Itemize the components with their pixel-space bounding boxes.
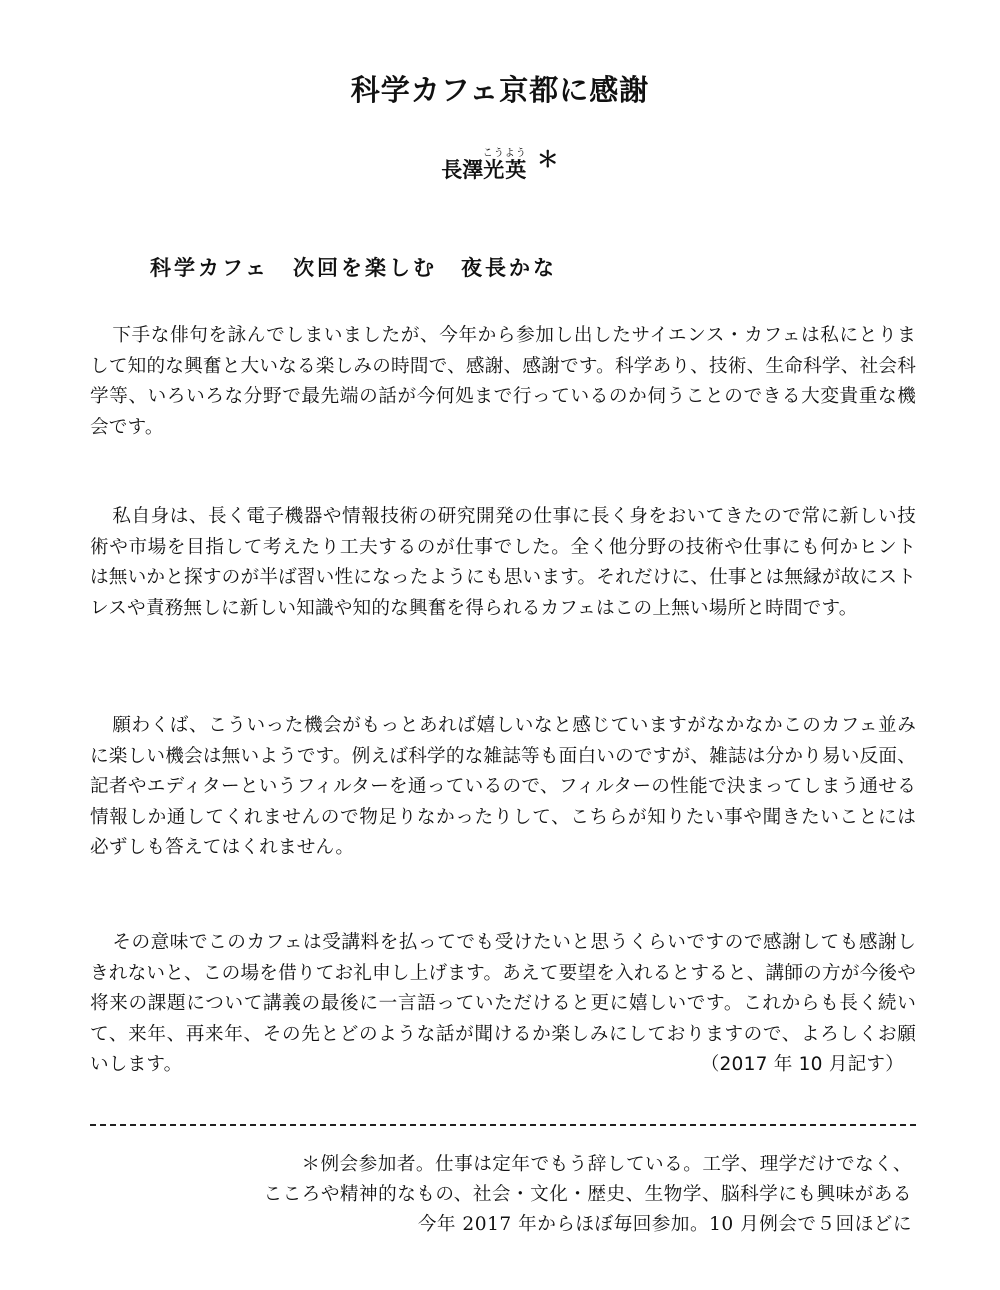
footnote-line-3: 今年 2017 年からほぼ毎回参加。10 月例会で５回ほどに: [417, 1214, 912, 1235]
date-note: （2017 年 10 月記す）: [700, 1054, 904, 1075]
footnote-line-2: こころや精神的なもの、社会・文化・歴史、生物学、脳科学にも興味がある: [263, 1184, 912, 1205]
author-surname: 長澤: [441, 158, 484, 182]
dashed-divider: [90, 1124, 916, 1126]
paragraph-4: その意味でこのカフェは受講料を払ってでも受けたいと思うくらいですので感謝しても感謝しきれないと、この場を借りてお礼申し上げます。あえて要望を入れるとすると、講師の方が今後や将来の課題について講義の最後に一言語っていただけると更に嬉しいです。これからも長く続いて、来年、再来年、その先とどのような話が聞けるか楽しみにしておりますので、よろしくお願いします。: [90, 932, 916, 1075]
paragraph-4-block: [90, 928, 916, 1081]
author-line: [0, 148, 1000, 184]
author-furigana: こうよう: [482, 148, 527, 159]
footnote-line-1: ＊例会参加者。仕事は定年でもう辞している。工学、理学だけでなく、: [301, 1154, 912, 1175]
document-title: 科学カフェ京都に感謝: [350, 73, 650, 107]
paragraph-1: 下手な俳句を詠んでしまいましたが、今年から参加し出したサイエンス・カフェは私にとりまして知的な興奮と大いなる楽しみの時間で、感謝、感謝です。科学あり、技術、生命科学、社会科学等、いろいろな分野で最先端の話が今何処まで行っているのか伺うことのできる大変貴重な機会です。: [90, 325, 916, 438]
author-footnote-mark: ＊: [536, 148, 559, 173]
paragraph-3: 願わくば、こういった機会がもっとあれば嬉しいなと感じていますがなかなかこのカフェ並みに楽しい機会は無いようです。例えば科学的な雑誌等も面白いのですが、雑誌は分かり易い反面、記者やエディターというフィルターを通っているので、フィルターの性能で決まってしまう通せる情報しか通してくれませんので物足りなかったりして、こちらが知りたい事や聞きたいことには必ずしも答えてはくれません。: [90, 715, 916, 858]
paragraph-2: 私自身は、長く電子機器や情報技術の研究開発の仕事に長く身をおいてきたので常に新しい技術や市場を目指して考えたり工夫するのが仕事でした。全く他分野の技術や仕事にも何かヒントは無いかと探すのが半ば習い性になったようにも思います。それだけに、仕事とは無縁が故にストレスや責務無しに新しい知識や知的な興奮を得られるカフェはこの上無い場所と時間です。: [90, 506, 916, 619]
author-given-name-text: 光英: [482, 158, 527, 182]
footnote: [264, 1150, 912, 1240]
author-given-name: [482, 148, 527, 182]
haiku: 科学カフェ 次回を楽しむ 夜長かな: [150, 255, 557, 280]
